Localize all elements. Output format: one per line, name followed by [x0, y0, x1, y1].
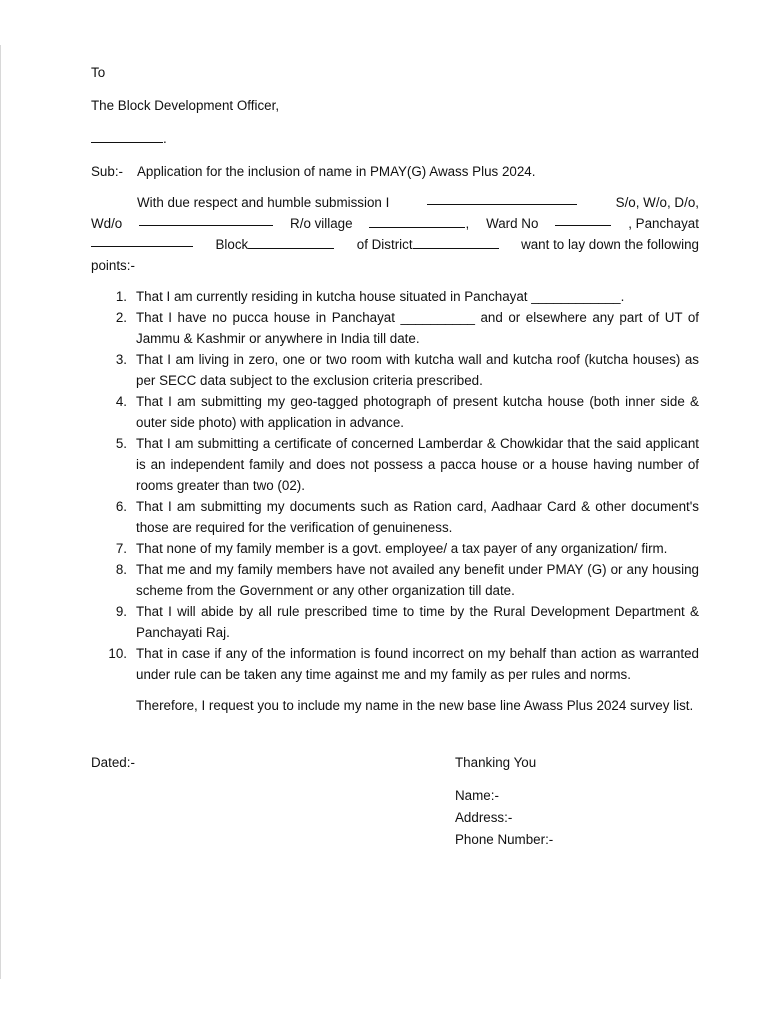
intro-text: of District	[356, 237, 413, 252]
list-item: 3. That I am living in zero, one or two room with kutcha wall and kutcha roof (kutcha houses) as per SECC data subject to the exclusion criteria prescribed.	[115, 352, 699, 388]
dated-label: Dated:-	[91, 755, 135, 770]
intro-text: S/o, W/o, D/o,	[615, 195, 699, 210]
address-label: Address:-	[455, 810, 513, 825]
block-blank	[248, 236, 334, 249]
list-item: 6. That I am submitting my documents such as Ration card, Aadhaar Card & other document's those are required for the verification of genuineness.	[115, 499, 699, 535]
panchayat-blank	[91, 234, 193, 247]
intro-text: , Panchayat	[628, 216, 699, 231]
name-label: Name:-	[455, 788, 499, 803]
ward-blank	[555, 213, 611, 226]
subject-text: Application for the inclusion of name in PMAY(G) Awass Plus 2024.	[137, 164, 536, 179]
application-letter	[91, 62, 699, 851]
district-blank	[413, 236, 499, 249]
points-list	[91, 286, 699, 685]
list-item: 8. That me and my family members have not availed any benefit under PMAY (G) or any housing scheme from the Government or any other organization till date.	[115, 562, 699, 598]
blank-dot: .	[163, 131, 167, 146]
intro-line-2	[91, 213, 699, 234]
list-item: 1. That I am currently residing in kutcha house situated in Panchayat ____________.	[115, 289, 625, 304]
signature-block	[455, 752, 553, 851]
closing-block	[91, 752, 699, 851]
intro-line-1	[91, 192, 699, 213]
recipient: The Block Development Officer,	[91, 98, 280, 113]
to-label: To	[91, 65, 106, 80]
list-item: 10. That in case if any of the information is found incorrect on my behalf than action as warranted under rule can be taken any time against me and my family as per rules and norms.	[108, 646, 699, 682]
intro-text: Wd/o	[91, 216, 123, 231]
list-item: 7. That none of my family member is a govt. employee/ a tax payer of any organization/ firm.	[115, 541, 668, 556]
intro-text: want to lay down the following	[521, 237, 699, 252]
village-blank	[369, 215, 465, 228]
list-item: 4. That I am submitting my geo-tagged photograph of present kutcha house (both inner side & outer side photo) with application in advance.	[115, 394, 699, 430]
phone-label: Phone Number:-	[455, 832, 554, 847]
request-paragraph: Therefore, I request you to include my name in the new base line Awass Plus 2024 survey list.	[136, 698, 694, 713]
intro-line-4: points:-	[91, 258, 135, 273]
intro-text: R/o village	[290, 216, 353, 231]
page-edge	[0, 45, 1, 979]
applicant-name-blank	[427, 192, 577, 205]
recipient-blank-line	[91, 128, 699, 149]
blank-field	[91, 130, 163, 143]
intro-line-3	[91, 234, 699, 255]
intro-text: ,	[465, 216, 470, 231]
list-item: 2. That I have no pucca house in Panchayat __________ and or elsewhere any part of UT of Jammu & Kashmir or anywhere in India till date.	[115, 310, 699, 346]
list-item: 5. That I am submitting a certificate of concerned Lamberdar & Chowkidar that the said applicant is an independent family and does not possess a pacca house or a house having number of rooms greater than two (02).	[115, 436, 699, 493]
intro-text: Block	[215, 237, 249, 252]
subject-line	[91, 161, 699, 182]
relation-name-blank	[139, 213, 273, 226]
list-item: 9. That I will abide by all rule prescribed time to time by the Rural Development Department & Panchayati Raj.	[115, 604, 699, 640]
intro-text: With due respect and humble submission I	[137, 195, 390, 210]
subject-label: Sub:-	[91, 164, 124, 179]
intro-text: Ward No	[486, 216, 539, 231]
thanking-you: Thanking You	[455, 755, 537, 770]
